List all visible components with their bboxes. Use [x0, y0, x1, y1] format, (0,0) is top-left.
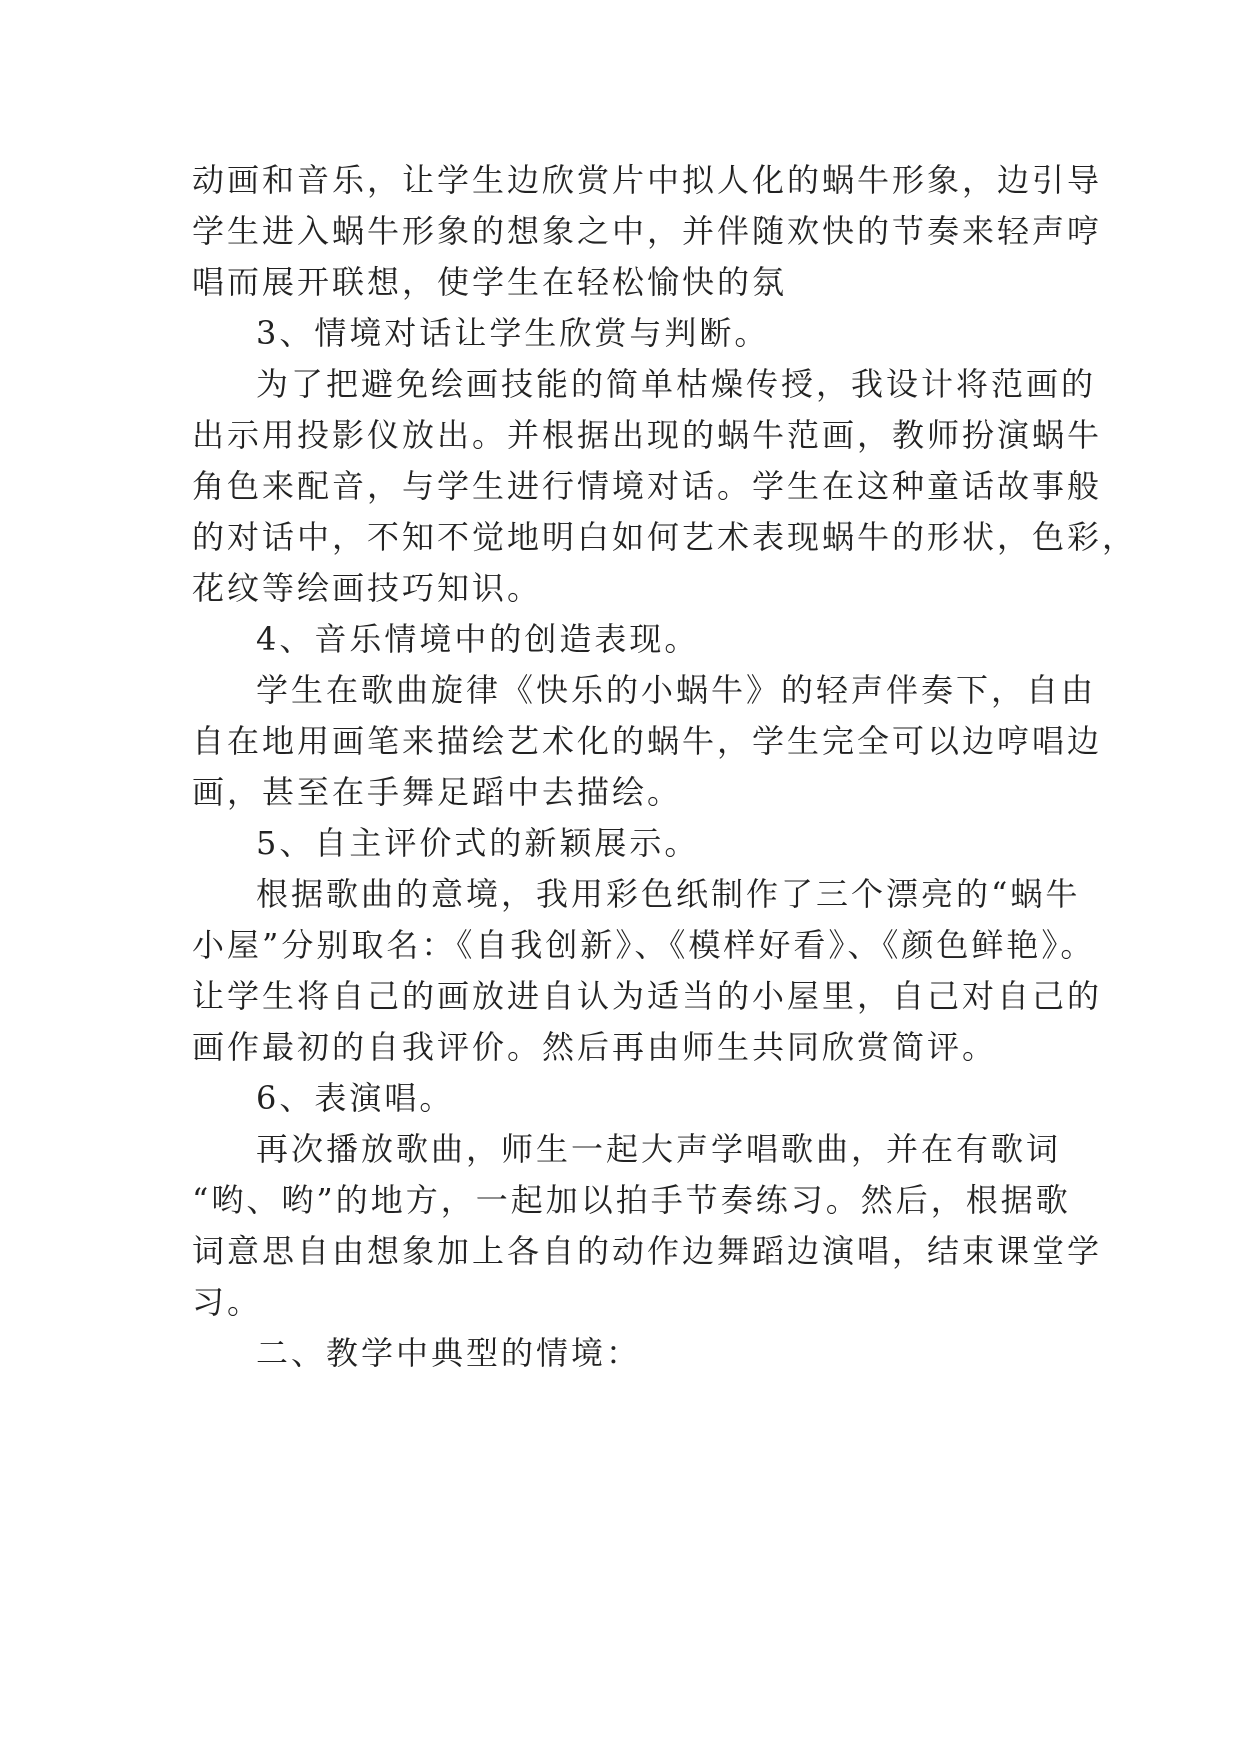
text-line: 出示用投影仪放出。并根据出现的蜗牛范画，教师扮演蜗牛	[192, 416, 1103, 454]
text-line: 学生进入蜗牛形象的想象之中，并伴随欢快的节奏来轻声哼	[192, 212, 1103, 250]
text-line: 唱而展开联想，使学生在轻松愉快的氛	[192, 263, 788, 301]
text-line: 词意思自由想象加上各自的动作边舞蹈边演唱，结束课堂学	[192, 1232, 1103, 1270]
text-line: 让学生将自己的画放进自认为适当的小屋里，自己对自己的	[192, 977, 1103, 1015]
text-line: 6、表演唱。	[256, 1079, 455, 1117]
text-line: 习。	[192, 1283, 263, 1321]
text-line: 3、情境对话让学生欣赏与判断。	[256, 314, 770, 352]
text-line: “哟、哟”的地方，一起加以拍手节奏练习。然后，根据歌	[192, 1181, 1071, 1219]
body-text	[192, 155, 1138, 1379]
text-line: 动画和音乐，让学生边欣赏片中拟人化的蜗牛形象，边引导	[192, 161, 1103, 199]
text-line: 画作最初的自我评价。然后再由师生共同欣赏简评。	[192, 1028, 998, 1066]
text-line: 4、音乐情境中的创造表现。	[256, 620, 700, 658]
text-line: 学生在歌曲旋律《快乐的小蜗牛》的轻声伴奏下，自由	[256, 671, 1097, 709]
text-line: 根据歌曲的意境，我用彩色纸制作了三个漂亮的“蜗牛	[256, 875, 1081, 913]
text-line: 花纹等绘画技巧知识。	[192, 569, 543, 607]
text-line: 二、教学中典型的情境：	[256, 1334, 642, 1372]
text-line: 角色来配音，与学生进行情境对话。学生在这种童话故事般	[192, 467, 1103, 505]
text-line: 再次播放歌曲，师生一起大声学唱歌曲，并在有歌词	[256, 1130, 1062, 1168]
text-line: 5、自主评价式的新颖展示。	[256, 824, 700, 862]
text-line: 自在地用画笔来描绘艺术化的蜗牛，学生完全可以边哼唱边	[192, 722, 1103, 760]
text-line: 的对话中，不知不觉地明白如何艺术表现蜗牛的形状，色彩，	[192, 518, 1138, 556]
text-line: 画，甚至在手舞足蹈中去描绘。	[192, 773, 683, 811]
text-line: 为了把避免绘画技能的简单枯燥传授，我设计将范画的	[256, 365, 1097, 403]
text-line: 小屋”分别取名：《自我创新》、《模样好看》、《颜色鲜艳》。	[192, 926, 1096, 964]
